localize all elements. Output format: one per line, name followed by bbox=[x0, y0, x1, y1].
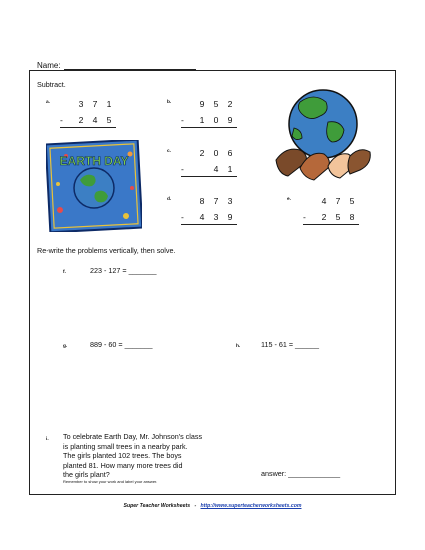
digit: 0 bbox=[213, 148, 219, 158]
digit: 2 bbox=[199, 148, 205, 158]
digit: 7 bbox=[213, 196, 219, 206]
digit: 4 bbox=[213, 164, 219, 174]
word-problem-text bbox=[63, 432, 263, 480]
name-row bbox=[37, 61, 196, 70]
rewrite-instruction: Re-write the problems vertically, then solve. bbox=[37, 246, 176, 255]
digit: 0 bbox=[213, 115, 219, 125]
problem-e-label: e. bbox=[287, 197, 292, 202]
problem-c bbox=[181, 146, 237, 177]
digit: 2 bbox=[227, 99, 233, 109]
problem-d-label: d. bbox=[167, 197, 172, 202]
minus-sign: - bbox=[181, 212, 184, 222]
earth-day-clipart bbox=[46, 140, 142, 232]
footer-url-link[interactable]: http://www.superteacherworksheets.com bbox=[200, 503, 302, 509]
digit: 7 bbox=[92, 99, 98, 109]
digit: 4 bbox=[199, 212, 205, 222]
problem-d bbox=[181, 194, 237, 225]
digit: 3 bbox=[213, 212, 219, 222]
digit: 8 bbox=[199, 196, 205, 206]
problem-c-label: c. bbox=[167, 149, 172, 154]
digit: 1 bbox=[227, 164, 233, 174]
problem-f-label: f. bbox=[63, 270, 66, 275]
digit: 2 bbox=[321, 212, 327, 222]
digit: 4 bbox=[92, 115, 98, 125]
digit: 6 bbox=[227, 148, 233, 158]
problem-i-label: i. bbox=[46, 437, 49, 442]
problem-g-label: g. bbox=[63, 344, 68, 349]
name-label: Name: bbox=[37, 61, 61, 70]
digit: 1 bbox=[199, 115, 205, 125]
footer-brand: Super Teacher Worksheets bbox=[123, 503, 191, 509]
subtract-instruction: Subtract. bbox=[37, 80, 66, 89]
digit: 7 bbox=[335, 196, 341, 206]
problem-b bbox=[181, 97, 237, 128]
word-line: To celebrate Earth Day, Mr. Johnson's class bbox=[63, 432, 203, 441]
word-line: The girls planted 102 trees. The boys bbox=[63, 451, 182, 461]
digit: 9 bbox=[227, 212, 233, 222]
word-line: is planting small trees in a nearby park. bbox=[63, 441, 188, 451]
problem-b-label: b. bbox=[167, 100, 172, 105]
problem-e bbox=[303, 194, 359, 225]
footer bbox=[0, 503, 425, 509]
digit: 5 bbox=[335, 212, 341, 222]
minus-sign: - bbox=[303, 212, 306, 222]
name-field[interactable] bbox=[64, 61, 196, 70]
digit: 8 bbox=[349, 212, 355, 222]
problem-a bbox=[60, 97, 116, 128]
problem-f-equation: 223 - 127 = _______ bbox=[90, 266, 157, 275]
minus-sign: - bbox=[60, 115, 63, 125]
digit: 9 bbox=[199, 99, 205, 109]
show-work-note: Remember to show your work and label your answer. bbox=[63, 479, 158, 484]
digit: 4 bbox=[321, 196, 327, 206]
problem-a-label: a. bbox=[46, 100, 51, 105]
minus-sign: - bbox=[181, 164, 184, 174]
digit: 1 bbox=[106, 99, 112, 109]
digit: 3 bbox=[227, 196, 233, 206]
hands-holding-globe-clipart bbox=[270, 82, 376, 188]
minus-sign: - bbox=[181, 115, 184, 125]
earth-day-art-text: EARTH DAY bbox=[59, 154, 129, 168]
word-line: planted 81. How many more trees did bbox=[63, 460, 183, 470]
digit: 3 bbox=[78, 99, 84, 109]
footer-separator: - bbox=[194, 503, 197, 509]
digit: 5 bbox=[213, 99, 219, 109]
word-line: the girls plant? bbox=[63, 470, 110, 480]
problem-h-equation: 115 - 61 = ______ bbox=[261, 340, 320, 349]
digit: 5 bbox=[349, 196, 355, 206]
digit: 5 bbox=[106, 115, 112, 125]
digit: 2 bbox=[78, 115, 84, 125]
digit: 9 bbox=[227, 115, 233, 125]
answer-line: answer: _____________ bbox=[261, 469, 341, 478]
problem-h-label: h. bbox=[236, 344, 241, 349]
problem-g-equation: 889 - 60 = _______ bbox=[90, 340, 153, 349]
